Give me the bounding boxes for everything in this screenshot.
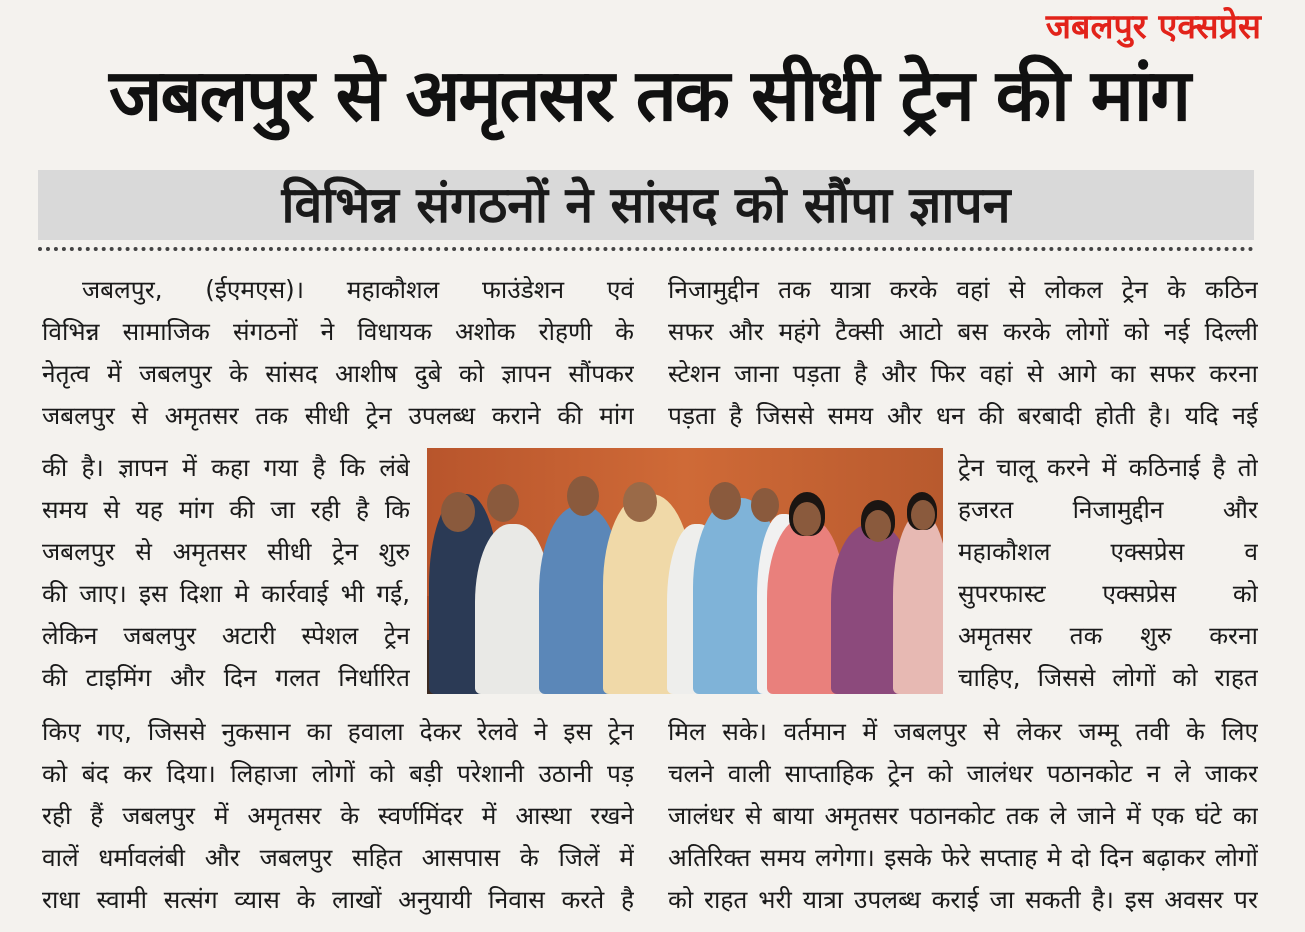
article-line: रही हैं जबलपुर में अमृतसर के स्वर्णमिंदर में आस्था रखने <box>42 801 634 830</box>
article-line: हजरत निजामुद्दीन और <box>958 495 1258 524</box>
article-line: वालें धर्मावलंबी और जबलपुर सहित आसपास के जिलें में <box>42 843 634 872</box>
article-line: ट्रेन चालू करने में कठिनाई है तो <box>958 453 1258 482</box>
article-line: निजामुद्दीन तक यात्रा करके वहां से लोकल ट्रेन के कठिन <box>668 275 1258 304</box>
article-line: को बंद कर दिया। लिहाजा लोगों को बड़ी परेशानी उठानी पड़ <box>42 759 634 788</box>
person-head <box>793 502 821 536</box>
article-line: जबलपुर से अमृतसर सीधी ट्रेन शुरु <box>42 537 410 566</box>
article-line: चाहिए, जिससे लोगों को राहत <box>958 663 1258 692</box>
article-line: सुपरफास्ट एक्सप्रेस को <box>958 579 1258 608</box>
article-line: सफर और महंगे टैक्सी आटो बस करके लोगों को नई दिल्ली <box>668 317 1258 346</box>
headline: जबलपुर से अमृतसर तक सीधी ट्रेन की मांग <box>108 53 1190 137</box>
article-line: नेतृत्व में जबलपुर के सांसद आशीष दुबे को ज्ञापन सौंपकर <box>42 359 634 388</box>
article-line: स्टेशन जाना पड़ता है और फिर वहां से आगे का सफर करना <box>668 359 1258 388</box>
news-photo <box>427 448 943 694</box>
article-line: जबलपुर, (ईएमएस)। महाकौशल फाउंडेशन एवं <box>82 275 634 304</box>
article-line: अतिरिक्त समय लगेगा। इसके फेरे सप्ताह मे दो दिन बढ़ाकर लोगों <box>668 843 1258 872</box>
article-line: की है। ज्ञापन में कहा गया है कि लंबे <box>42 453 410 482</box>
article-line: किए गए, जिससे नुकसान का हवाला देकर रेलवे ने इस ट्रेन <box>42 717 634 746</box>
person-head <box>709 482 741 520</box>
article-line: को राहत भरी यात्रा उपलब्ध कराई जा सकती है। इस अवसर पर <box>668 885 1258 914</box>
article-line: लेकिन जबलपुर अटारी स्पेशल ट्रेन <box>42 621 410 650</box>
article-line: की जाए। इस दिशा मे कार्रवाई भी गई, <box>42 579 410 608</box>
article-line: विभिन्न सामाजिक संगठनों ने विधायक अशोक रोहणी के <box>42 317 634 346</box>
person-head <box>441 492 475 532</box>
article-line: जबलपुर से अमृतसर तक सीधी ट्रेन उपलब्ध कराने की मांग <box>42 401 634 430</box>
person-head <box>865 510 891 542</box>
article-line: की टाइमिंग और दिन गलत निर्धारित <box>42 663 410 692</box>
person-figure <box>893 514 943 694</box>
person-head <box>911 500 935 530</box>
article-line: महाकौशल एक्सप्रेस व <box>958 537 1258 566</box>
article-line: पड़ता है जिससे समय और धन की बरबादी होती है। यदि नई <box>668 401 1258 430</box>
dotted-divider <box>38 247 1254 251</box>
person-head <box>751 488 779 522</box>
article-line: चलने वाली साप्ताहिक ट्रेन को जालंधर पठानकोट न ले जाकर <box>668 759 1258 788</box>
article-line: समय से यह मांग की जा रही है कि <box>42 495 410 524</box>
subheadline: विभिन्न संगठनों ने सांसद को सौंपा ज्ञापन <box>281 176 1011 234</box>
article-line: जालंधर से बाया अमृतसर पठानकोट तक ले जाने में एक घंटे का <box>668 801 1258 830</box>
person-head <box>623 482 657 522</box>
person-head <box>567 476 599 516</box>
article-line: राधा स्वामी सत्संग व्यास के लाखों अनुयायी निवास करते है <box>42 885 634 914</box>
person-head <box>487 484 519 522</box>
article-line: मिल सके। वर्तमान में जबलपुर से लेकर जम्मू तवी के लिए <box>668 717 1258 746</box>
brand-masthead: जबलपुर एक्सप्रेस <box>1045 7 1261 47</box>
article-line: अमृतसर तक शुरु करना <box>958 621 1258 650</box>
